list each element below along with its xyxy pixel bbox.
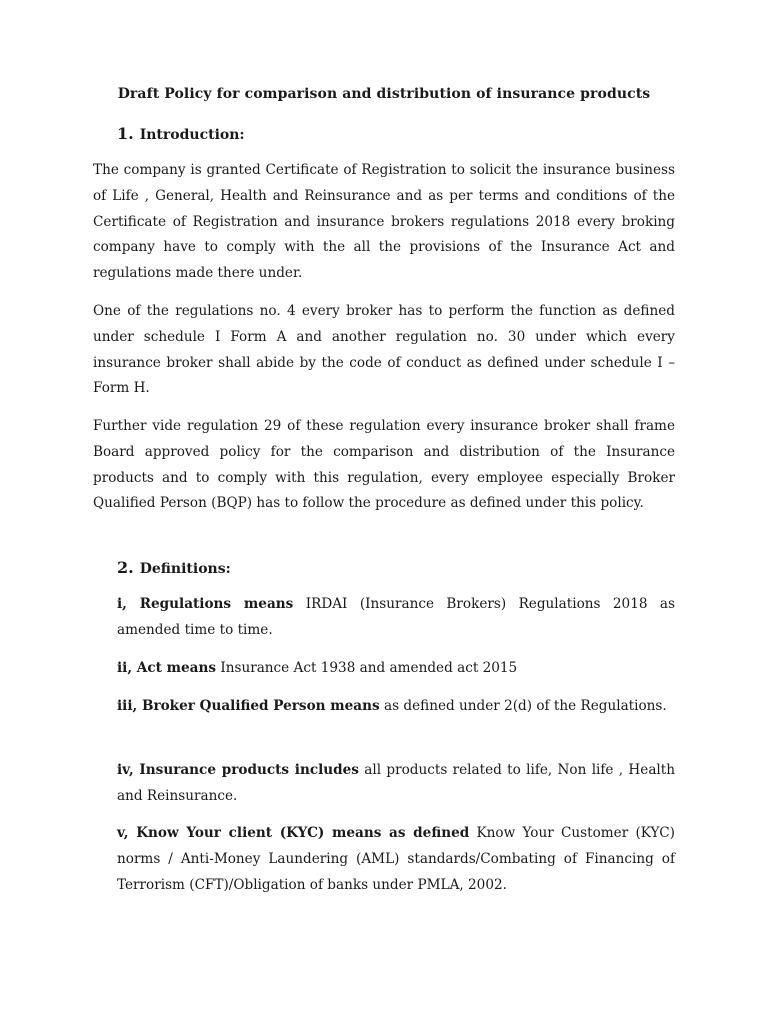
intro-paragraph-3: Further vide regulation 29 of these regulation every insurance broker shall frame Board approved policy for the comparison and distribution of the Insurance products and to comply with this regulation, every employee especially Broker Qualified Person (BQP) has to follow the procedure as defined under this policy. bbox=[93, 418, 675, 512]
definition-term: v, Know Your client (KYC) means as defined bbox=[117, 825, 470, 841]
definition-text: Insurance Act 1938 and amended act 2015 bbox=[216, 660, 518, 676]
definition-item bbox=[117, 821, 675, 898]
definition-term: ii, Act means bbox=[117, 660, 217, 676]
definition-text: Know Your Customer (KYC) norms / Anti-Money Laundering (AML) standards/Combating of Financing of Terrorism (CFT)/Obligation of banks under PMLA, 2002. bbox=[117, 825, 675, 893]
definition-item bbox=[117, 694, 675, 720]
intro-paragraph-2: One of the regulations no. 4 every broker has to perform the function as defined under schedule I Form A and another regulation no. 30 under which every insurance broker shall abide by the code of conduct as defined under schedule I –Form H. bbox=[93, 303, 675, 397]
definition-item bbox=[117, 592, 675, 644]
section-heading-introduction bbox=[117, 124, 245, 143]
definition-item bbox=[117, 656, 675, 682]
section-title: Introduction: bbox=[139, 127, 245, 143]
definition-term: iii, Broker Qualified Person means bbox=[117, 698, 380, 714]
section-number: 2. bbox=[117, 558, 134, 577]
intro-paragraph-1: The company is granted Certificate of Registration to solicit the insurance business of Life , General, Health and Reinsurance and as per terms and conditions of the Certificate of Registration and insurance brokers regulations 2018 every broking company have to comply with the all the provisions of the Insurance Act and regulations made there under. bbox=[93, 162, 675, 282]
section-heading-definitions bbox=[117, 558, 231, 577]
definition-text: IRDAI (Insurance Brokers) Regulations 2018 as amended time to time. bbox=[117, 596, 675, 638]
section-title: Definitions: bbox=[139, 561, 231, 577]
definition-item bbox=[117, 758, 675, 810]
section-number: 1. bbox=[117, 124, 134, 143]
definition-text: as defined under 2(d) of the Regulations. bbox=[379, 698, 667, 714]
definition-text: all products related to life, Non life , Health and Reinsurance. bbox=[117, 762, 676, 804]
document-title: Draft Policy for comparison and distribution of insurance products bbox=[117, 86, 651, 102]
definition-term: i, Regulations means bbox=[117, 596, 294, 612]
definition-term: iv, Insurance products includes bbox=[117, 762, 359, 778]
